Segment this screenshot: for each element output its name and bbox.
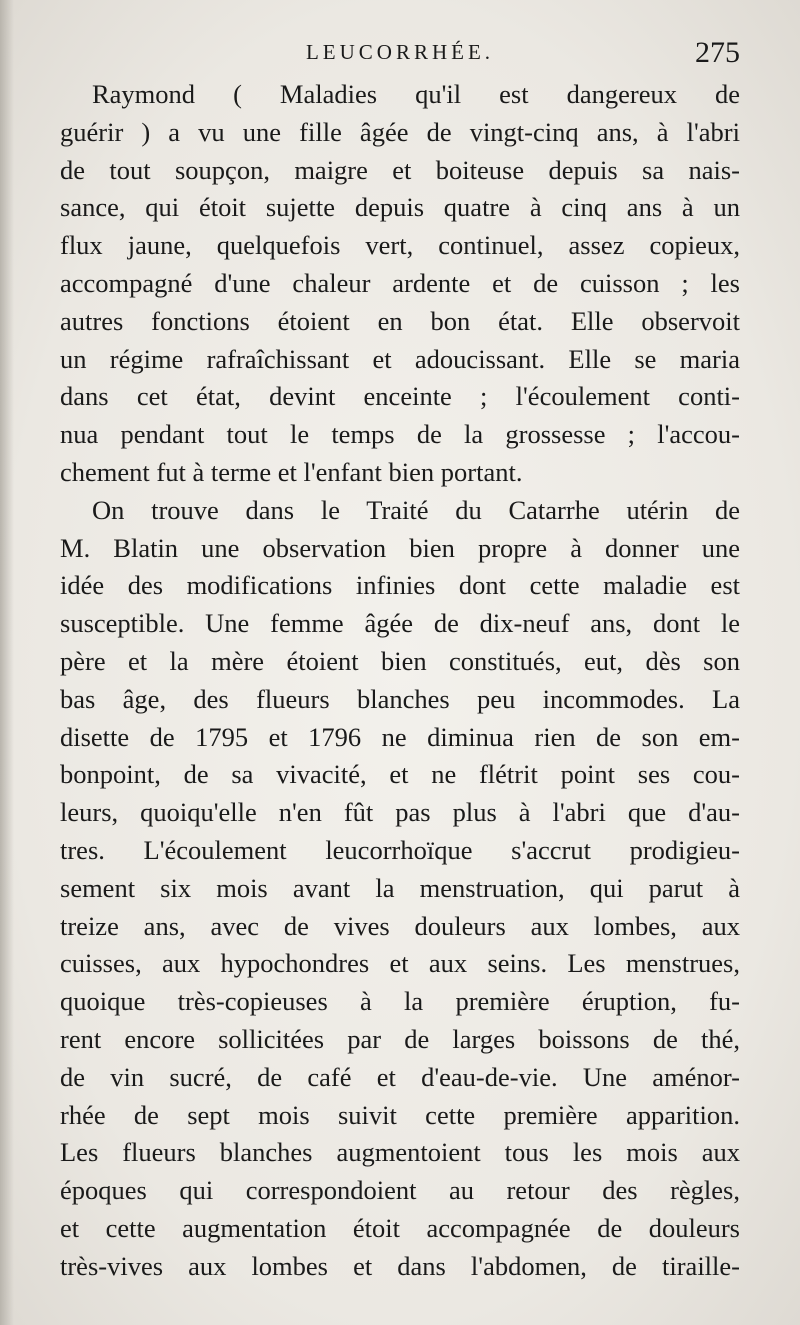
text-line: père et la mère étoient bien constitués, eut, dès son — [60, 645, 740, 676]
body-text — [60, 76, 740, 1286]
text-line: quoique très-copieuses à la première éruption, fu- — [60, 986, 740, 1017]
text-line: Raymond ( Maladies qu'il est dangereux de — [92, 79, 740, 109]
text-line: nua pendant tout le temps de la grossesse ; l'accou- — [60, 419, 740, 450]
text-line: sement six mois avant la menstruation, qui parut à — [60, 872, 740, 903]
text-line: susceptible. Une femme âgée de dix-neuf ans, dont le — [60, 608, 740, 639]
text-line: rent encore sollicitées par de larges boissons de thé, — [60, 1023, 740, 1054]
text-line: cuisses, aux hypochondres et aux seins. Les menstrues, — [60, 948, 740, 979]
text-line: M. Blatin une observation bien propre à donner une — [60, 532, 740, 563]
text-line: idée des modifications infinies dont cette maladie est — [60, 570, 740, 601]
page-gutter-shadow — [0, 0, 14, 1325]
page-header — [60, 38, 740, 78]
text-line: disette de 1795 et 1796 ne diminua rien de son em- — [60, 721, 740, 752]
text-line: rhée de sept mois suivit cette première apparition. — [60, 1099, 740, 1130]
text-line: et cette augmentation étoit accompagnée de douleurs — [60, 1212, 740, 1243]
text-line: un régime rafraîchissant et adoucissant. Elle se maria — [60, 343, 740, 374]
text-line: On trouve dans le Traité du Catarrhe utérin de — [92, 494, 740, 525]
text-line: autres fonctions étoient en bon état. Elle observoit — [60, 305, 740, 336]
text-line: Les flueurs blanches augmentoient tous les mois aux — [60, 1137, 740, 1168]
text-line: bas âge, des flueurs blanches peu incommodes. La — [60, 683, 740, 714]
text-line: sance, qui étoit sujette depuis quatre à cinq ans à un — [60, 192, 740, 223]
text-line: de tout soupçon, maigre et boiteuse depuis sa nais- — [60, 154, 740, 185]
text-line: de vin sucré, de café et d'eau-de-vie. Une aménor- — [60, 1061, 740, 1092]
text-line: très-vives aux lombes et dans l'abdomen, de tiraille- — [60, 1250, 740, 1281]
text-line: leurs, quoiqu'elle n'en fût pas plus à l'abri que d'au- — [60, 797, 740, 828]
text-line: tres. L'écoulement leucorrhoïque s'accrut prodigieu- — [60, 834, 740, 865]
page-number: 275 — [695, 36, 740, 69]
text-line: bonpoint, de sa vivacité, et ne flétrit point ses cou- — [60, 759, 740, 790]
text-line: époques qui correspondoient au retour des règles, — [60, 1175, 740, 1206]
text-line: dans cet état, devint enceinte ; l'écoulement conti- — [60, 381, 740, 412]
text-line: accompagné d'une chaleur ardente et de cuisson ; les — [60, 267, 740, 298]
text-line: guérir ) a vu une fille âgée de vingt-cinq ans, à l'abri — [60, 116, 740, 147]
running-head: LEUCORRHÉE. — [305, 40, 495, 64]
text-line: chement fut à terme et l'enfant bien portant. — [60, 456, 523, 487]
text-line: flux jaune, quelquefois vert, continuel, assez copieux, — [60, 230, 740, 261]
text-line: treize ans, avec de vives douleurs aux lombes, aux — [60, 910, 740, 941]
